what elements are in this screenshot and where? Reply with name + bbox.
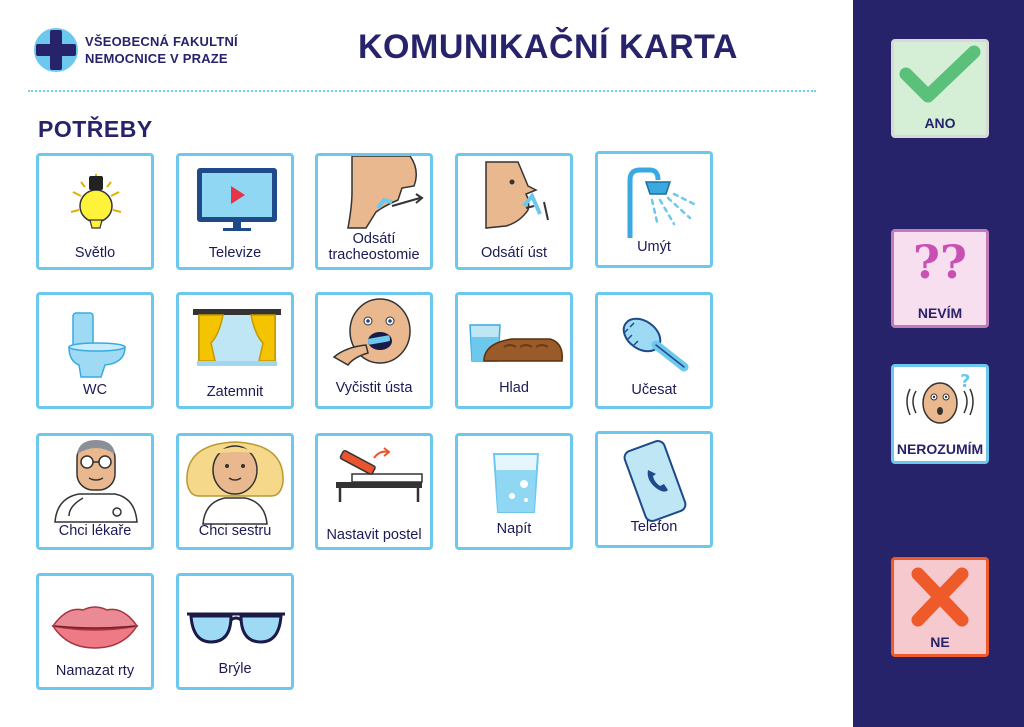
card-nastavit-postel[interactable] bbox=[315, 433, 433, 550]
question-marks-icon: ?? bbox=[913, 235, 967, 289]
shower-icon bbox=[598, 154, 710, 244]
card-label: Zatemnit bbox=[206, 384, 264, 400]
yes-label: ANO bbox=[924, 115, 956, 131]
checkmark-icon bbox=[894, 44, 986, 114]
card-odsati-ust[interactable] bbox=[455, 153, 573, 270]
hospital-logo bbox=[33, 27, 283, 73]
card-label: Brýle bbox=[218, 661, 252, 677]
page-title: KOMUNIKAČNÍ KARTA bbox=[358, 28, 738, 66]
card-televize[interactable] bbox=[176, 153, 294, 270]
card-chci-lekare[interactable] bbox=[36, 433, 154, 550]
card-zatemnit[interactable] bbox=[176, 292, 294, 409]
curtains-icon bbox=[179, 295, 291, 385]
card-chci-sestru[interactable] bbox=[176, 433, 294, 550]
card-label: Hlad bbox=[499, 380, 529, 396]
no-label: NE bbox=[930, 634, 950, 650]
card-label: Odsátí úst bbox=[480, 245, 548, 261]
medical-cross-icon bbox=[33, 27, 79, 73]
card-label: Vyčistit ústa bbox=[335, 380, 413, 396]
lightbulb-icon bbox=[39, 156, 151, 246]
hospital-name-line1: VŠEOBECNÁ FAKULTNÍ bbox=[85, 34, 238, 49]
bread-water-icon bbox=[458, 295, 570, 385]
water-glass-icon bbox=[458, 436, 570, 526]
card-telefon[interactable] bbox=[595, 431, 713, 548]
tracheostomy-suction-icon bbox=[318, 156, 430, 236]
toothbrush-mouth-icon bbox=[318, 295, 430, 385]
card-label: Televize bbox=[208, 245, 262, 261]
dont-know-label: NEVÍM bbox=[917, 305, 963, 321]
hospital-name-line2: NEMOCNICE V PRAZE bbox=[85, 51, 228, 66]
card-label: Napít bbox=[496, 521, 532, 537]
nurse-icon bbox=[179, 436, 291, 526]
glasses-icon bbox=[179, 576, 291, 666]
card-bryle[interactable] bbox=[176, 573, 294, 690]
card-label: Chci lékaře bbox=[58, 523, 132, 539]
hospital-name bbox=[85, 33, 238, 67]
card-hlad[interactable] bbox=[455, 292, 573, 409]
hairbrush-icon bbox=[598, 295, 710, 385]
card-vycistit-usta[interactable] bbox=[315, 292, 433, 409]
card-label: Namazat rty bbox=[55, 663, 135, 679]
card-napit[interactable] bbox=[455, 433, 573, 550]
card-label: Umýt bbox=[637, 239, 671, 255]
section-title: POTŘEBY bbox=[38, 116, 153, 142]
card-label: Odsátí tracheostomie bbox=[328, 231, 420, 263]
doctor-icon bbox=[39, 436, 151, 526]
mouth-suction-icon bbox=[458, 156, 570, 246]
answer-sidebar bbox=[853, 0, 1024, 727]
card-odsati-tracheostomie[interactable] bbox=[315, 153, 433, 270]
svg-text:?: ? bbox=[960, 371, 971, 392]
dont-know-button[interactable] bbox=[891, 229, 989, 328]
card-umyt[interactable] bbox=[595, 151, 713, 268]
cross-icon bbox=[894, 562, 986, 634]
toilet-icon bbox=[39, 295, 151, 385]
television-icon bbox=[179, 156, 291, 246]
card-label: Učesat bbox=[631, 382, 677, 398]
dotted-divider bbox=[28, 90, 816, 92]
phone-icon bbox=[598, 434, 710, 524]
card-svetlo[interactable] bbox=[36, 153, 154, 270]
card-label: Chci sestru bbox=[198, 523, 272, 539]
bed-adjust-icon bbox=[318, 436, 430, 516]
lips-icon bbox=[39, 576, 151, 666]
yes-button[interactable] bbox=[891, 39, 989, 138]
card-label: Nastavit postel bbox=[326, 527, 422, 543]
card-wc[interactable] bbox=[36, 292, 154, 409]
dont-understand-button[interactable] bbox=[891, 364, 989, 464]
confused-face-icon bbox=[894, 367, 986, 437]
card-label: Světlo bbox=[74, 245, 116, 261]
card-ucesat[interactable] bbox=[595, 292, 713, 409]
card-label: Telefon bbox=[630, 519, 678, 535]
dont-understand-label: NEROZUMÍM bbox=[896, 441, 984, 457]
card-label: WC bbox=[82, 382, 108, 398]
card-namazat-rty[interactable] bbox=[36, 573, 154, 690]
no-button[interactable] bbox=[891, 557, 989, 657]
